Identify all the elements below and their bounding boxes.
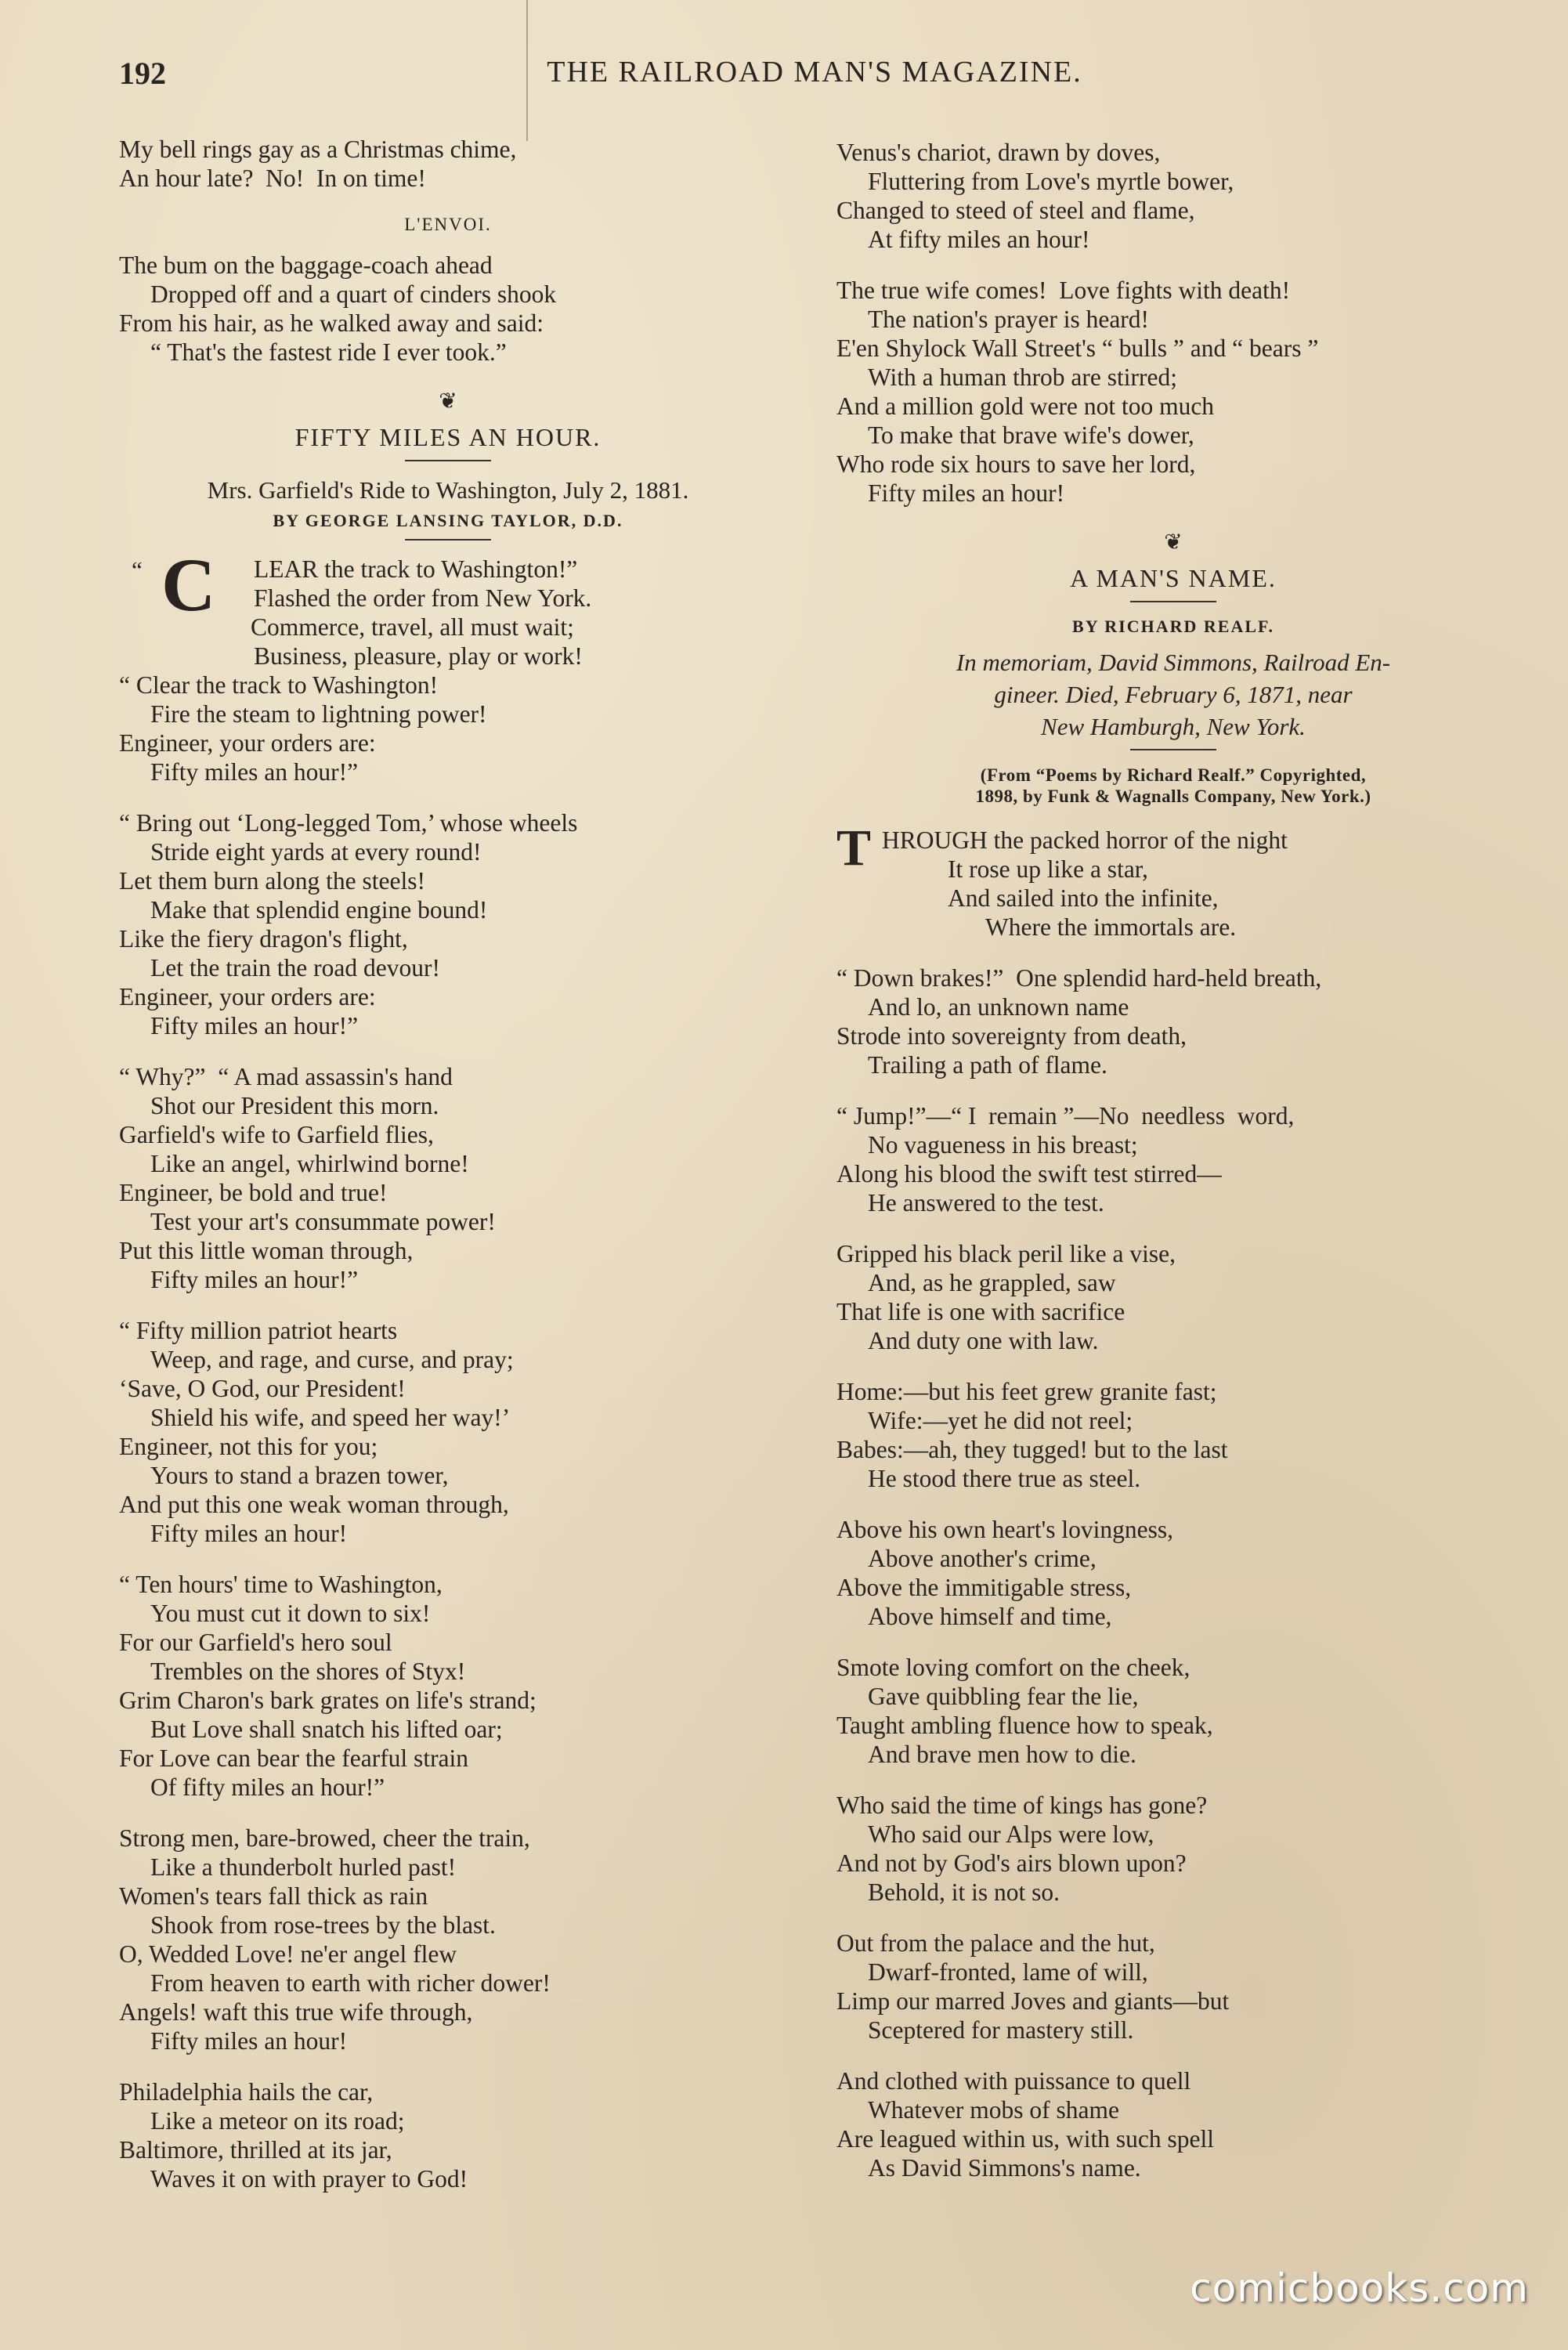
stanza [836,1515,1510,1631]
verse-line: Home:—but his feet grew granite fast; [836,1378,1217,1405]
verse-line: Along his blood the swift test stirred— [836,1160,1222,1188]
verse-line: Who said our Alps were low, [868,1820,1154,1848]
verse-line: “ Fifty million patriot hearts [119,1317,398,1344]
verse-line: Weep, and rage, and curse, and pray; [150,1346,514,1373]
verse-line: “ Down brakes!” One splendid hard-held breath, [836,964,1322,992]
verse-line: For our Garfield's hero soul [119,1629,392,1656]
verse-line: Fifty miles an hour! [150,1520,348,1547]
verse-line: Fifty miles an hour!” [150,758,359,786]
verse-line: And put this one weak woman through, [119,1491,509,1518]
verse-line: Shot our President this morn. [150,1092,439,1119]
verse-line: As David Simmons's name. [868,2154,1141,2182]
verse-line: And a million gold were not too much [836,392,1215,420]
verse-line: Waves it on with prayer to God! [150,2165,468,2193]
ornament-icon: ❦ [1164,530,1183,555]
verse-line: “ Clear the track to Washington! [119,671,439,699]
verse-line: Business, pleasure, play or work! [254,642,583,670]
verse-line: O, Wedded Love! ne'er angel flew [119,1940,457,1968]
verse-line: He answered to the test. [868,1189,1104,1217]
verse-line: From his hair, as he walked away and said: [119,309,544,337]
stanza [836,1791,1510,1907]
verse-line: Above the immitigable stress, [836,1574,1132,1601]
verse-line: LEAR the track to Washington!” [254,555,578,583]
watermark-logo: comicbooks.com [1190,2265,1529,2311]
rule [405,460,491,461]
verse-line: Engineer, not this for you; [119,1433,378,1460]
verse-line: “ Jump!”—“ I remain ”—No needless word, [836,1102,1295,1130]
verse-line: “ Bring out ‘Long-legged Tom,’ whose wheels [119,809,578,837]
verse-line: Strong men, bare-browed, cheer the train, [119,1824,530,1852]
verse-line: Let the train the road devour! [150,954,440,982]
right-column [836,138,1510,2204]
verse-line: Fire the steam to lightning power! [150,700,487,728]
verse-line: Philadelphia hails the car, [119,2078,374,2106]
verse-line: Trembles on the shores of Styx! [150,1658,466,1685]
verse-line: My bell rings gay as a Christmas chime, [119,136,517,163]
envoi-label: L'ENVOI. [404,215,492,234]
drop-cap: T [836,819,872,877]
verse-line: From heaven to earth with richer dower! [150,1969,551,1997]
verse-line: Engineer, your orders are: [119,729,376,757]
left-column [119,135,777,2215]
open-quote: “ [132,556,143,584]
verse-line: Venus's chariot, drawn by doves, [836,139,1161,166]
verse-line: E'en Shylock Wall Street's “ bulls ” and “ bears ” [836,334,1319,362]
stanza [836,1929,1510,2044]
rule [1130,601,1216,602]
verse-line: Wife:—yet he did not reel; [868,1407,1133,1434]
verse-line: Are leagued within us, with such spell [836,2125,1215,2153]
stanza [119,1062,777,1294]
verse-line: Limp our marred Joves and giants—but [836,1987,1230,2015]
stanza [836,1653,1510,1769]
first-stanza [119,543,777,786]
stanza [836,1377,1510,1493]
verse-line: Gave quibbling fear the lie, [868,1683,1139,1710]
memoriam-line: gineer. Died, February 6, 1871, near [994,681,1353,708]
verse-line: Babes:—ah, they tugged! but to the last [836,1436,1228,1463]
verse-line: Taught ambling fluence how to speak, [836,1712,1213,1739]
verse-line: Stride eight yards at every round! [150,838,482,866]
verse-line: Like a thunderbolt hurled past! [150,1853,457,1881]
stanza [836,1101,1510,1217]
verse-line: Women's tears fall thick as rain [119,1882,428,1910]
poem-byline: BY RICHARD REALF. [1072,616,1274,636]
stanza [836,138,1510,254]
poem-title: FIFTY MILES AN HOUR. [294,423,602,451]
memoriam-line: New Hamburgh, New York. [1041,713,1306,740]
stanza [119,1316,777,1548]
stanza [836,964,1510,1079]
page-number: 192 [119,56,166,91]
verse-line: ‘Save, O God, our President! [119,1375,406,1402]
verse-line: Where the immortals are. [985,913,1237,941]
verse-line: And, as he grappled, saw [868,1269,1116,1296]
verse-line: Fifty miles an hour!” [150,1012,359,1039]
verse-line: The nation's prayer is heard! [868,306,1150,333]
first-stanza [836,819,1510,942]
verse-line: Shield his wife, and speed her way!’ [150,1404,511,1431]
verse-line: The true wife comes! Love fights with death! [836,277,1291,304]
verse-line: Fifty miles an hour!” [150,1266,359,1293]
stanza [119,1824,777,2055]
verse-line: Above himself and time, [868,1603,1112,1630]
poem-title: A MAN'S NAME. [1070,564,1277,592]
verse-line: Let them burn along the steels! [119,867,426,895]
verse-line: No vagueness in his breast; [868,1131,1138,1159]
verse-line: Put this little woman through, [119,1237,414,1264]
poem-byline: BY GEORGE LANSING TAYLOR, D.D. [273,511,623,530]
verse-line: “ That's the fastest ride I ever took.” [150,338,507,366]
verse-line: Above his own heart's lovingness, [836,1516,1174,1543]
stanza [119,808,777,1040]
verse-line: He stood there true as steel. [868,1465,1141,1492]
verse-line: And clothed with puissance to quell [836,2067,1191,2095]
credit-line: (From “Poems by Richard Realf.” Copyrighted, [980,765,1367,785]
carryover-stanza [119,135,777,193]
envoi-stanza [119,251,777,367]
verse-line: Garfield's wife to Garfield flies, [119,1121,434,1148]
verse-line: Smote loving comfort on the cheek, [836,1654,1190,1681]
verse-line: But Love shall snatch his lifted oar; [150,1716,503,1743]
verse-line: Like an angel, whirlwind borne! [150,1150,469,1177]
verse-line: Out from the palace and the hut, [836,1929,1155,1957]
verse-line: Yours to stand a brazen tower, [150,1462,449,1489]
verse-line: Behold, it is not so. [868,1878,1060,1906]
running-head: THE RAILROAD MAN'S MAGAZINE. [547,56,1082,89]
verse-line: At fifty miles an hour! [868,226,1090,253]
verse-line: Fluttering from Love's myrtle bower, [868,168,1234,195]
verse-line: It rose up like a star, [948,855,1148,883]
verse-line: Like the fiery dragon's flight, [119,925,408,953]
verse-line: Gripped his black peril like a vise, [836,1240,1176,1267]
stanza [836,2066,1510,2182]
verse-line: Engineer, be bold and true! [119,1179,388,1206]
verse-line: Flashed the order from New York. [254,584,592,612]
verse-line: Engineer, your orders are: [119,983,376,1010]
credit-line: 1898, by Funk & Wagnalls Company, New York.) [975,786,1371,806]
verse-line: Fifty miles an hour! [150,2027,348,2055]
verse-line: Sceptered for mastery still. [868,2016,1134,2044]
verse-line: To make that brave wife's dower, [868,421,1194,449]
verse-line: Grim Charon's bark grates on life's strand; [119,1687,537,1714]
verse-line: You must cut it down to six! [150,1600,431,1627]
verse-line: An hour late? No! In on time! [119,164,426,192]
drop-cap: C [161,543,216,627]
verse-line: Angels! waft this true wife through, [119,1998,473,2026]
verse-line: And brave men how to die. [868,1741,1136,1768]
verse-line: And not by God's airs blown upon? [836,1849,1187,1877]
verse-line: Commerce, travel, all must wait; [251,613,574,641]
verse-line: Changed to steed of steel and flame, [836,197,1195,224]
verse-line: That life is one with sacrifice [836,1298,1125,1325]
verse-line: Who rode six hours to save her lord, [836,450,1196,478]
stanza [836,1239,1510,1355]
stanza [119,1570,777,1802]
verse-line: With a human throb are stirred; [868,363,1177,391]
verse-line: Who said the time of kings has gone? [836,1791,1208,1819]
verse-line: Of fifty miles an hour!” [150,1773,385,1801]
verse-line: Dwarf-fronted, lame of will, [868,1958,1148,1986]
verse-line: And lo, an unknown name [868,993,1129,1021]
verse-line: Like a meteor on its road; [150,2107,405,2135]
stanza [119,2077,777,2193]
verse-line: Trailing a path of flame. [868,1051,1107,1079]
verse-line: Whatever mobs of shame [868,2096,1120,2124]
memoriam-note [836,648,1510,741]
verse-line: Make that splendid engine bound! [150,896,488,924]
stanza [836,276,1510,508]
rule [1130,749,1216,750]
copyright-credit [836,765,1510,807]
verse-line: HROUGH the packed horror of the night [882,826,1288,854]
verse-line: Dropped off and a quart of cinders shook [150,280,557,308]
verse-line: For Love can bear the fearful strain [119,1744,469,1772]
verse-line: Strode into sovereignty from death, [836,1022,1187,1050]
verse-line: Above another's crime, [868,1545,1097,1572]
verse-line: The bum on the baggage-coach ahead [119,251,493,279]
verse-line: Baltimore, thrilled at its jar, [119,2136,392,2164]
verse-line: And duty one with law. [868,1327,1099,1354]
rule [405,539,491,540]
ornament-icon: ❦ [439,389,457,414]
verse-line: “ Ten hours' time to Washington, [119,1571,443,1598]
verse-line: Test your art's consummate power! [150,1208,496,1235]
memoriam-line: In memoriam, David Simmons, Railroad En- [956,649,1391,676]
verse-line: Fifty miles an hour! [868,479,1065,507]
verse-line: And sailed into the infinite, [948,884,1219,912]
verse-line: Shook from rose-trees by the blast. [150,1911,496,1939]
poem-subtitle: Mrs. Garfield's Ride to Washington, July 2, 1881. [207,476,689,504]
verse-line: “ Why?” “ A mad assassin's hand [119,1063,453,1090]
